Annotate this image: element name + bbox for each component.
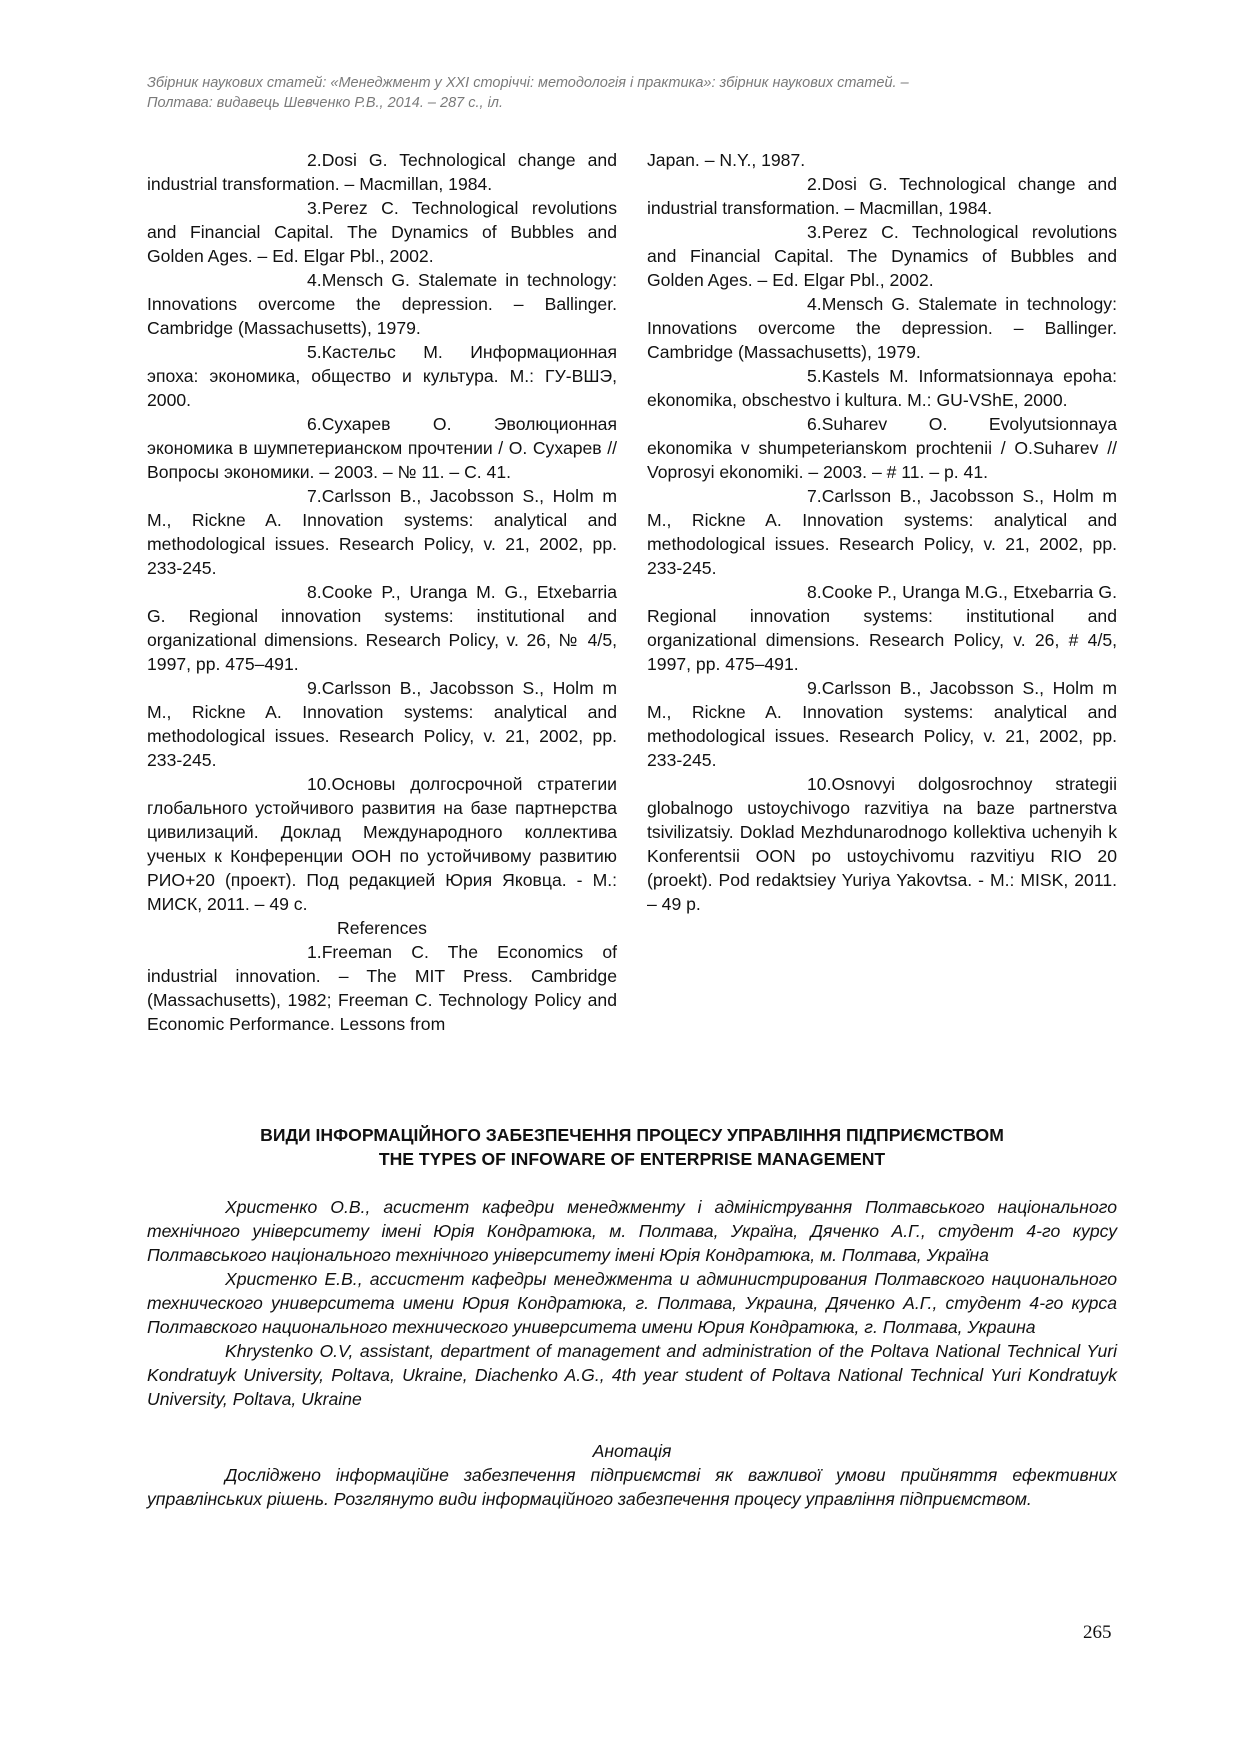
references-heading: References	[337, 918, 427, 938]
reference-item	[647, 172, 1117, 220]
reference-item	[647, 484, 1117, 580]
reference-text: Carlsson B., Jacobsson S., Holm m M., Rickne A. Innovation systems: analytical and methodological issues. Research Policy, v. 21, 2002, pp. 233-245.	[147, 678, 617, 770]
reference-item	[147, 268, 617, 340]
reference-item	[147, 772, 617, 916]
reference-item	[647, 292, 1117, 364]
article-title-en: THE TYPES OF INFOWARE OF ENTERPRISE MANAGEMENT	[378, 1149, 886, 1169]
running-header	[147, 73, 1132, 113]
article-section	[147, 1123, 1117, 1511]
running-header-line-1: Збірник наукових статей: «Менеджмент у ХХІ сторіччі: методологія і практика»: збірник наукових статей. –	[147, 75, 909, 91]
reference-number: 2.	[307, 150, 322, 170]
reference-number: 2.	[807, 174, 822, 194]
reference-number: 7.	[307, 486, 322, 506]
reference-item	[647, 364, 1117, 412]
reference-item	[647, 220, 1117, 292]
reference-number: 4.	[807, 294, 822, 314]
reference-text: Carlsson B., Jacobsson S., Holm m M., Rickne A. Innovation systems: analytical and methodological issues. Research Policy, v. 21, 2002, pp. 233-245.	[647, 678, 1117, 770]
reference-text: Кастельс М. Информационная эпоха: экономика, общество и культура. М.: ГУ-ВШЭ, 2000.	[147, 342, 617, 410]
reference-text: Основы долгосрочной стратегии глобального устойчивого развития на базе партнерства цивилизаций. Доклад Международного коллектива ученых к Конференции ООН по устойчивому развитию РИО+20 (проект). Под редакцией Юрия Яковца. - М.: МИСК, 2011. – 49 с.	[147, 774, 617, 914]
reference-continuation: Japan. – N.Y., 1987.	[647, 150, 806, 170]
reference-number: 8.	[807, 582, 822, 602]
running-header-line-2: Полтава: видавець Шевченко Р.В., 2014. – 287 с., іл.	[147, 95, 503, 111]
page-number: 265	[1083, 1622, 1112, 1643]
author-info-ua: Христенко О.В., асистент кафедри менеджменту і адміністрування Полтавського національного технічного університету імені Юрія Кондратюка, м. Полтава, Україна, Дяченко А.Г., студент 4-го курсу Полтавського національного технічного університету імені Юрія Кондратюка, м. Полтава, Україна	[147, 1197, 1117, 1265]
reference-item	[147, 484, 617, 580]
reference-text: Mensch G. Stalemate in technology: Innovations overcome the depression. – Ballinger. Cambridge (Massachusetts), 1979.	[647, 294, 1117, 362]
reference-text: Dosi G. Technological change and industrial transformation. – Macmillan, 1984.	[147, 150, 617, 194]
reference-number: 10.	[307, 774, 332, 794]
reference-number: 7.	[807, 486, 822, 506]
reference-number: 10.	[807, 774, 832, 794]
reference-text: Perez C. Technological revolutions and Financial Capital. The Dynamics of Bubbles and Golden Ages. – Ed. Elgar Pbl., 2002.	[647, 222, 1117, 290]
reference-number: 5.	[807, 366, 822, 386]
author-block	[147, 1195, 1117, 1411]
reference-item	[147, 580, 617, 676]
author-info-ru: Христенко Е.В., ассистент кафедры менеджмента и администрирования Полтавского национального технического университета имени Юрия Кондратюка, г. Полтава, Украина, Дяченко А.Г., студент 4-го курса Полтавского национального технического университета имени Юрия Кондратюка, г. Полтава, Украина	[147, 1269, 1117, 1337]
reference-number: 1.	[307, 942, 322, 962]
reference-item	[647, 772, 1117, 916]
reference-text: Dosi G. Technological change and industrial transformation. – Macmillan, 1984.	[647, 174, 1117, 218]
reference-item	[147, 412, 617, 484]
article-title-ua: ВИДИ ІНФОРМАЦІЙНОГО ЗАБЕЗПЕЧЕННЯ ПРОЦЕСУ УПРАВЛІННЯ ПІДПРИЄМСТВОМ	[260, 1125, 1004, 1145]
abstract-heading: Анотація	[592, 1441, 672, 1461]
reference-item	[147, 196, 617, 268]
reference-item	[647, 676, 1117, 772]
reference-text: Osnovyi dolgosrochnoy strategii globalnogo ustoychivogo razvitiya na baze partnerstva tsivilizatsiy. Doklad Mezhdunarodnogo kollektiva uchenyih k Konferentsii OON po ustoychivomu razvitiyu RIO 20 (proekt). Pod redaktsiey Yuriya Yakovtsa. - M.: MISK, 2011. – 49 p.	[647, 774, 1117, 914]
reference-text: Cooke P., Uranga M. G., Etxebarria G. Regional innovation systems: institutional and organizational dimensions. Research Policy, v. 26, № 4/5, 1997, pp. 475–491.	[147, 582, 617, 674]
reference-item	[147, 148, 617, 196]
author-info-en: Khrystenko O.V, assistant, department of management and administration of the Poltava National Technical Yuri Kondratuyk University, Poltava, Ukraine, Diachenko A.G., 4th year student of Poltava National Technical Yuri Kondratuyk University, Poltava, Ukraine	[147, 1341, 1117, 1409]
reference-text: Freeman C. The Economics of industrial innovation. – The MIT Press. Cambridge (Massachusetts), 1982; Freeman C. Technology Policy and Economic Performance. Lessons from	[147, 942, 617, 1034]
reference-number: 8.	[307, 582, 322, 602]
reference-text: Suharev O. Evolyutsionnaya ekonomika v shumpeterianskom prochtenii / O.Suharev // Voprosyi ekonomiki. – 2003. – # 11. – p. 41.	[647, 414, 1117, 482]
reference-number: 5.	[307, 342, 322, 362]
reference-item	[647, 580, 1117, 676]
right-column	[647, 148, 1117, 916]
reference-item	[147, 940, 617, 1036]
reference-number: 3.	[807, 222, 822, 242]
reference-item	[147, 340, 617, 412]
reference-item	[647, 412, 1117, 484]
reference-text: Perez C. Technological revolutions and Financial Capital. The Dynamics of Bubbles and Golden Ages. – Ed. Elgar Pbl., 2002.	[147, 198, 617, 266]
reference-text: Mensch G. Stalemate in technology: Innovations overcome the depression. – Ballinger. Cambridge (Massachusetts), 1979.	[147, 270, 617, 338]
reference-number: 4.	[307, 270, 322, 290]
reference-text: Carlsson B., Jacobsson S., Holm m M., Rickne A. Innovation systems: analytical and methodological issues. Research Policy, v. 21, 2002, pp. 233-245.	[647, 486, 1117, 578]
reference-text: Cooke P., Uranga M.G., Etxebarria G. Regional innovation systems: institutional and organizational dimensions. Research Policy, v. 26, # 4/5, 1997, pp. 475–491.	[647, 582, 1117, 674]
reference-number: 9.	[307, 678, 322, 698]
reference-number: 9.	[807, 678, 822, 698]
reference-text: Carlsson B., Jacobsson S., Holm m M., Rickne A. Innovation systems: analytical and methodological issues. Research Policy, v. 21, 2002, pp. 233-245.	[147, 486, 617, 578]
left-column	[147, 148, 617, 1036]
reference-number: 6.	[307, 414, 322, 434]
reference-number: 3.	[307, 198, 322, 218]
reference-text: Kastels M. Informatsionnaya epoha: ekonomika, obschestvo i kultura. M.: GU-VShE, 2000.	[647, 366, 1117, 410]
reference-text: Сухарев О. Эволюционная экономика в шумпетерианском прочтении / О. Сухарев // Вопросы экономики. – 2003. – № 11. – С. 41.	[147, 414, 617, 482]
reference-item	[147, 676, 617, 772]
reference-number: 6.	[807, 414, 822, 434]
abstract-text: Досліджено інформаційне забезпечення підприємстві як важливої умови прийняття ефективних управлінських рішень. Розглянуто види інформаційного забезпечення процесу управління підприємством.	[147, 1465, 1117, 1509]
